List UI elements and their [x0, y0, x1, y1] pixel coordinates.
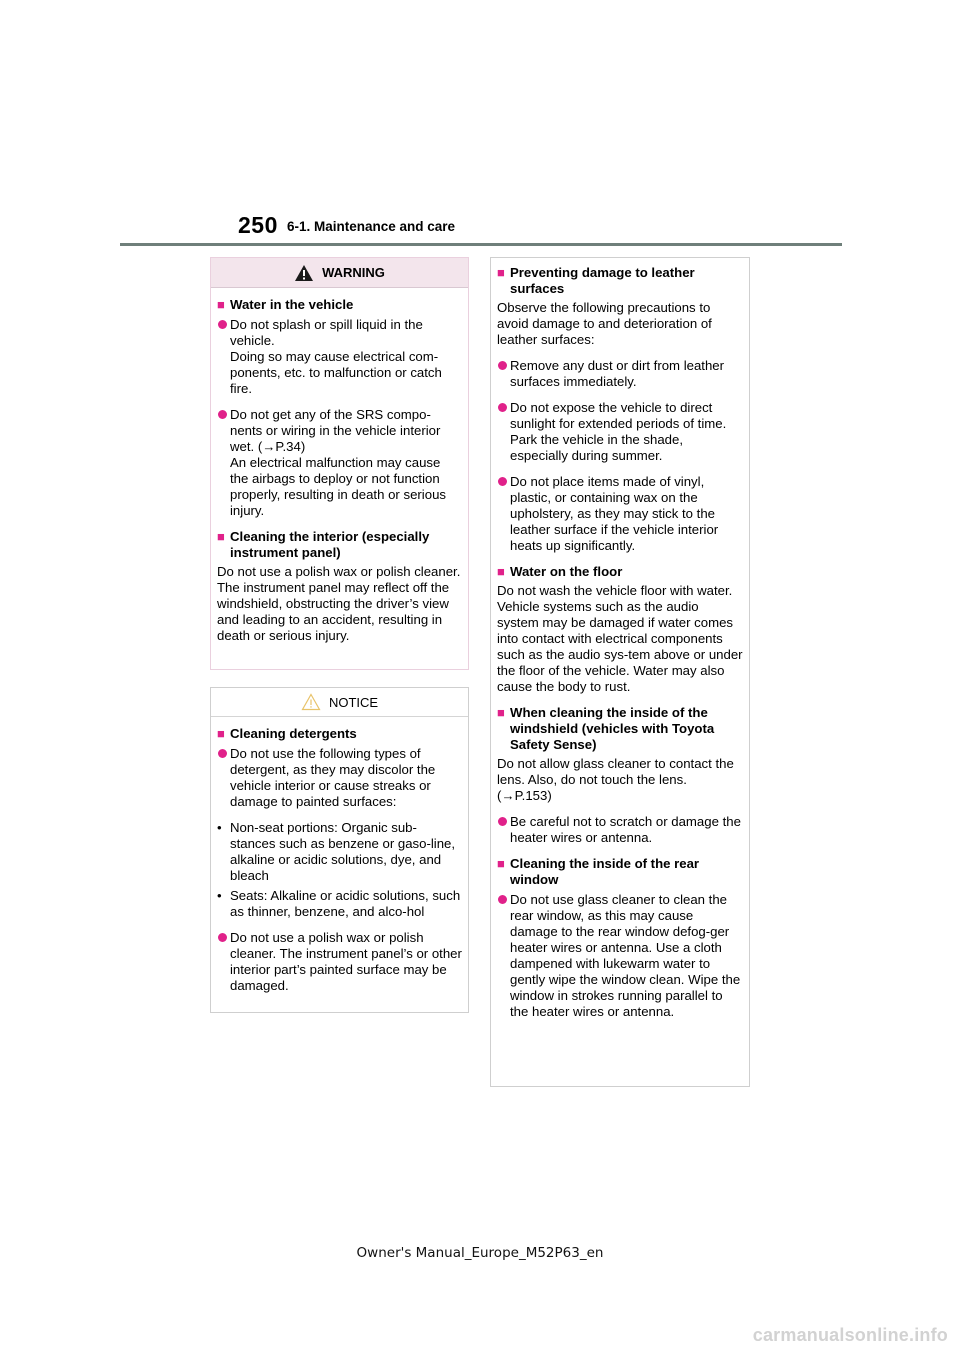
section-text: Observe the following precautions to avoid damage to and deterioration of leather surfaces: [497, 300, 712, 347]
section-heading: ■ Cleaning the interior (especially instrument panel) [217, 529, 430, 560]
sub-item-marker: • [217, 820, 222, 835]
circle-bullet-icon [497, 474, 510, 554]
square-bullet-icon: ■ [497, 856, 505, 871]
right-content [491, 258, 749, 1020]
watermark: carmanualsonline.info [752, 1325, 948, 1345]
bullet-item: Do not use a polish wax or polish cleaner. The instrument panel’s or other interior part’s painted surface may be damaged. [217, 930, 462, 994]
bullet-item: Do not get any of the SRS compo-nents or wiring in the vehicle interior wet. (→P.34) An electrical malfunction may cause the airbags to deploy or not function properly, resulting in death or serious injury. [217, 407, 462, 519]
right-box [490, 257, 750, 1087]
circle-bullet-icon [497, 892, 510, 1020]
circle-bullet-icon [217, 317, 230, 397]
bullet-item: Be careful not to scratch or damage the heater wires or antenna. [497, 814, 743, 846]
header-rule [120, 243, 842, 246]
bullet-item: Do not use glass cleaner to clean the rear window, as this may cause damage to the rear window defog-ger heater wires or antenna. Use a cloth dampened with lukewarm water to gently wipe the window clean. Wipe the window in strokes running parallel to the heater wires or antenna. [497, 892, 743, 1020]
notice-content [211, 717, 468, 994]
section-heading: ■ Preventing damage to leather surfaces [497, 265, 695, 296]
section-heading: ■ Cleaning detergents [217, 726, 357, 741]
section-text: Do not wash the vehicle floor with water. Vehicle systems such as the audio system may be damaged if water comes into contact with electrical components such as the audio sys-tem above or under the floor of the vehicle. Water may also cause the body to rust. [497, 583, 743, 694]
sub-item: • Seats: Alkaline or acidic solutions, such as thinner, benzene, and alco-hol [217, 888, 461, 919]
notice-title: NOTICE [328, 694, 379, 710]
notice-box-header [211, 688, 468, 717]
warning-title: WARNING [322, 265, 385, 280]
sub-item: • Non-seat portions: Organic sub-stances such as benzene or gaso-line, alkaline or acidic solutions, dye, and bleach [217, 820, 456, 883]
notice-box [210, 687, 469, 1013]
section-text: Do not use a polish wax or polish cleaner. The instrument panel may reflect off the windshield, obstructing the driver’s view and leading to an accident, resulting in death or serious injury. [217, 564, 461, 643]
section-heading: ■ Water in the vehicle [217, 297, 354, 312]
sub-item-marker: • [217, 888, 222, 903]
warning-content [211, 288, 468, 644]
footer-text: Owner's Manual_Europe_M52P63_en [356, 1245, 604, 1261]
circle-bullet-icon [497, 358, 510, 390]
circle-bullet-icon [497, 400, 510, 464]
bullet-item: Do not place items made of vinyl, plastic, or containing wax on the upholstery, as they may stick to the leather surface if the vehicle interior heats up significantly. [497, 474, 743, 554]
square-bullet-icon: ■ [497, 265, 505, 280]
circle-bullet-icon [217, 407, 230, 519]
bullet-item: Do not expose the vehicle to direct sunlight for extended periods of time. Park the vehicle in the shade, especially during summer. [497, 400, 743, 464]
circle-bullet-icon [217, 746, 230, 810]
bullet-item: Do not use the following types of detergent, as they may discolor the vehicle interior or cause streaks or damage to painted surfaces: [217, 746, 462, 810]
section-text: Do not allow glass cleaner to contact the lens. Also, do not touch the lens. (→P.153) [497, 756, 734, 803]
warning-box-header [211, 258, 468, 288]
square-bullet-icon: ■ [217, 297, 225, 312]
warning-triangle-icon [294, 264, 314, 282]
bullet-item: Remove any dust or dirt from leather surfaces immediately. [497, 358, 743, 390]
section-heading: ■ Water on the floor [497, 564, 623, 579]
bullet-item: Do not splash or spill liquid in the vehicle. Doing so may cause electrical com-ponents, etc. to malfunction or catch fire. [217, 317, 462, 397]
warning-box [210, 257, 469, 670]
section-heading: ■ When cleaning the inside of the windshield (vehicles with Toyota Safety Sense) [497, 705, 715, 752]
circle-bullet-icon [217, 930, 230, 994]
section-heading: ■ Cleaning the inside of the rear window [497, 856, 700, 887]
section-title: 6-1. Maintenance and care [287, 219, 456, 234]
caution-triangle-icon [301, 693, 321, 711]
square-bullet-icon: ■ [217, 529, 225, 544]
square-bullet-icon: ■ [217, 726, 225, 741]
square-bullet-icon: ■ [497, 705, 505, 720]
square-bullet-icon: ■ [497, 564, 505, 579]
circle-bullet-icon [497, 814, 510, 846]
page-number: 250 [238, 212, 278, 238]
